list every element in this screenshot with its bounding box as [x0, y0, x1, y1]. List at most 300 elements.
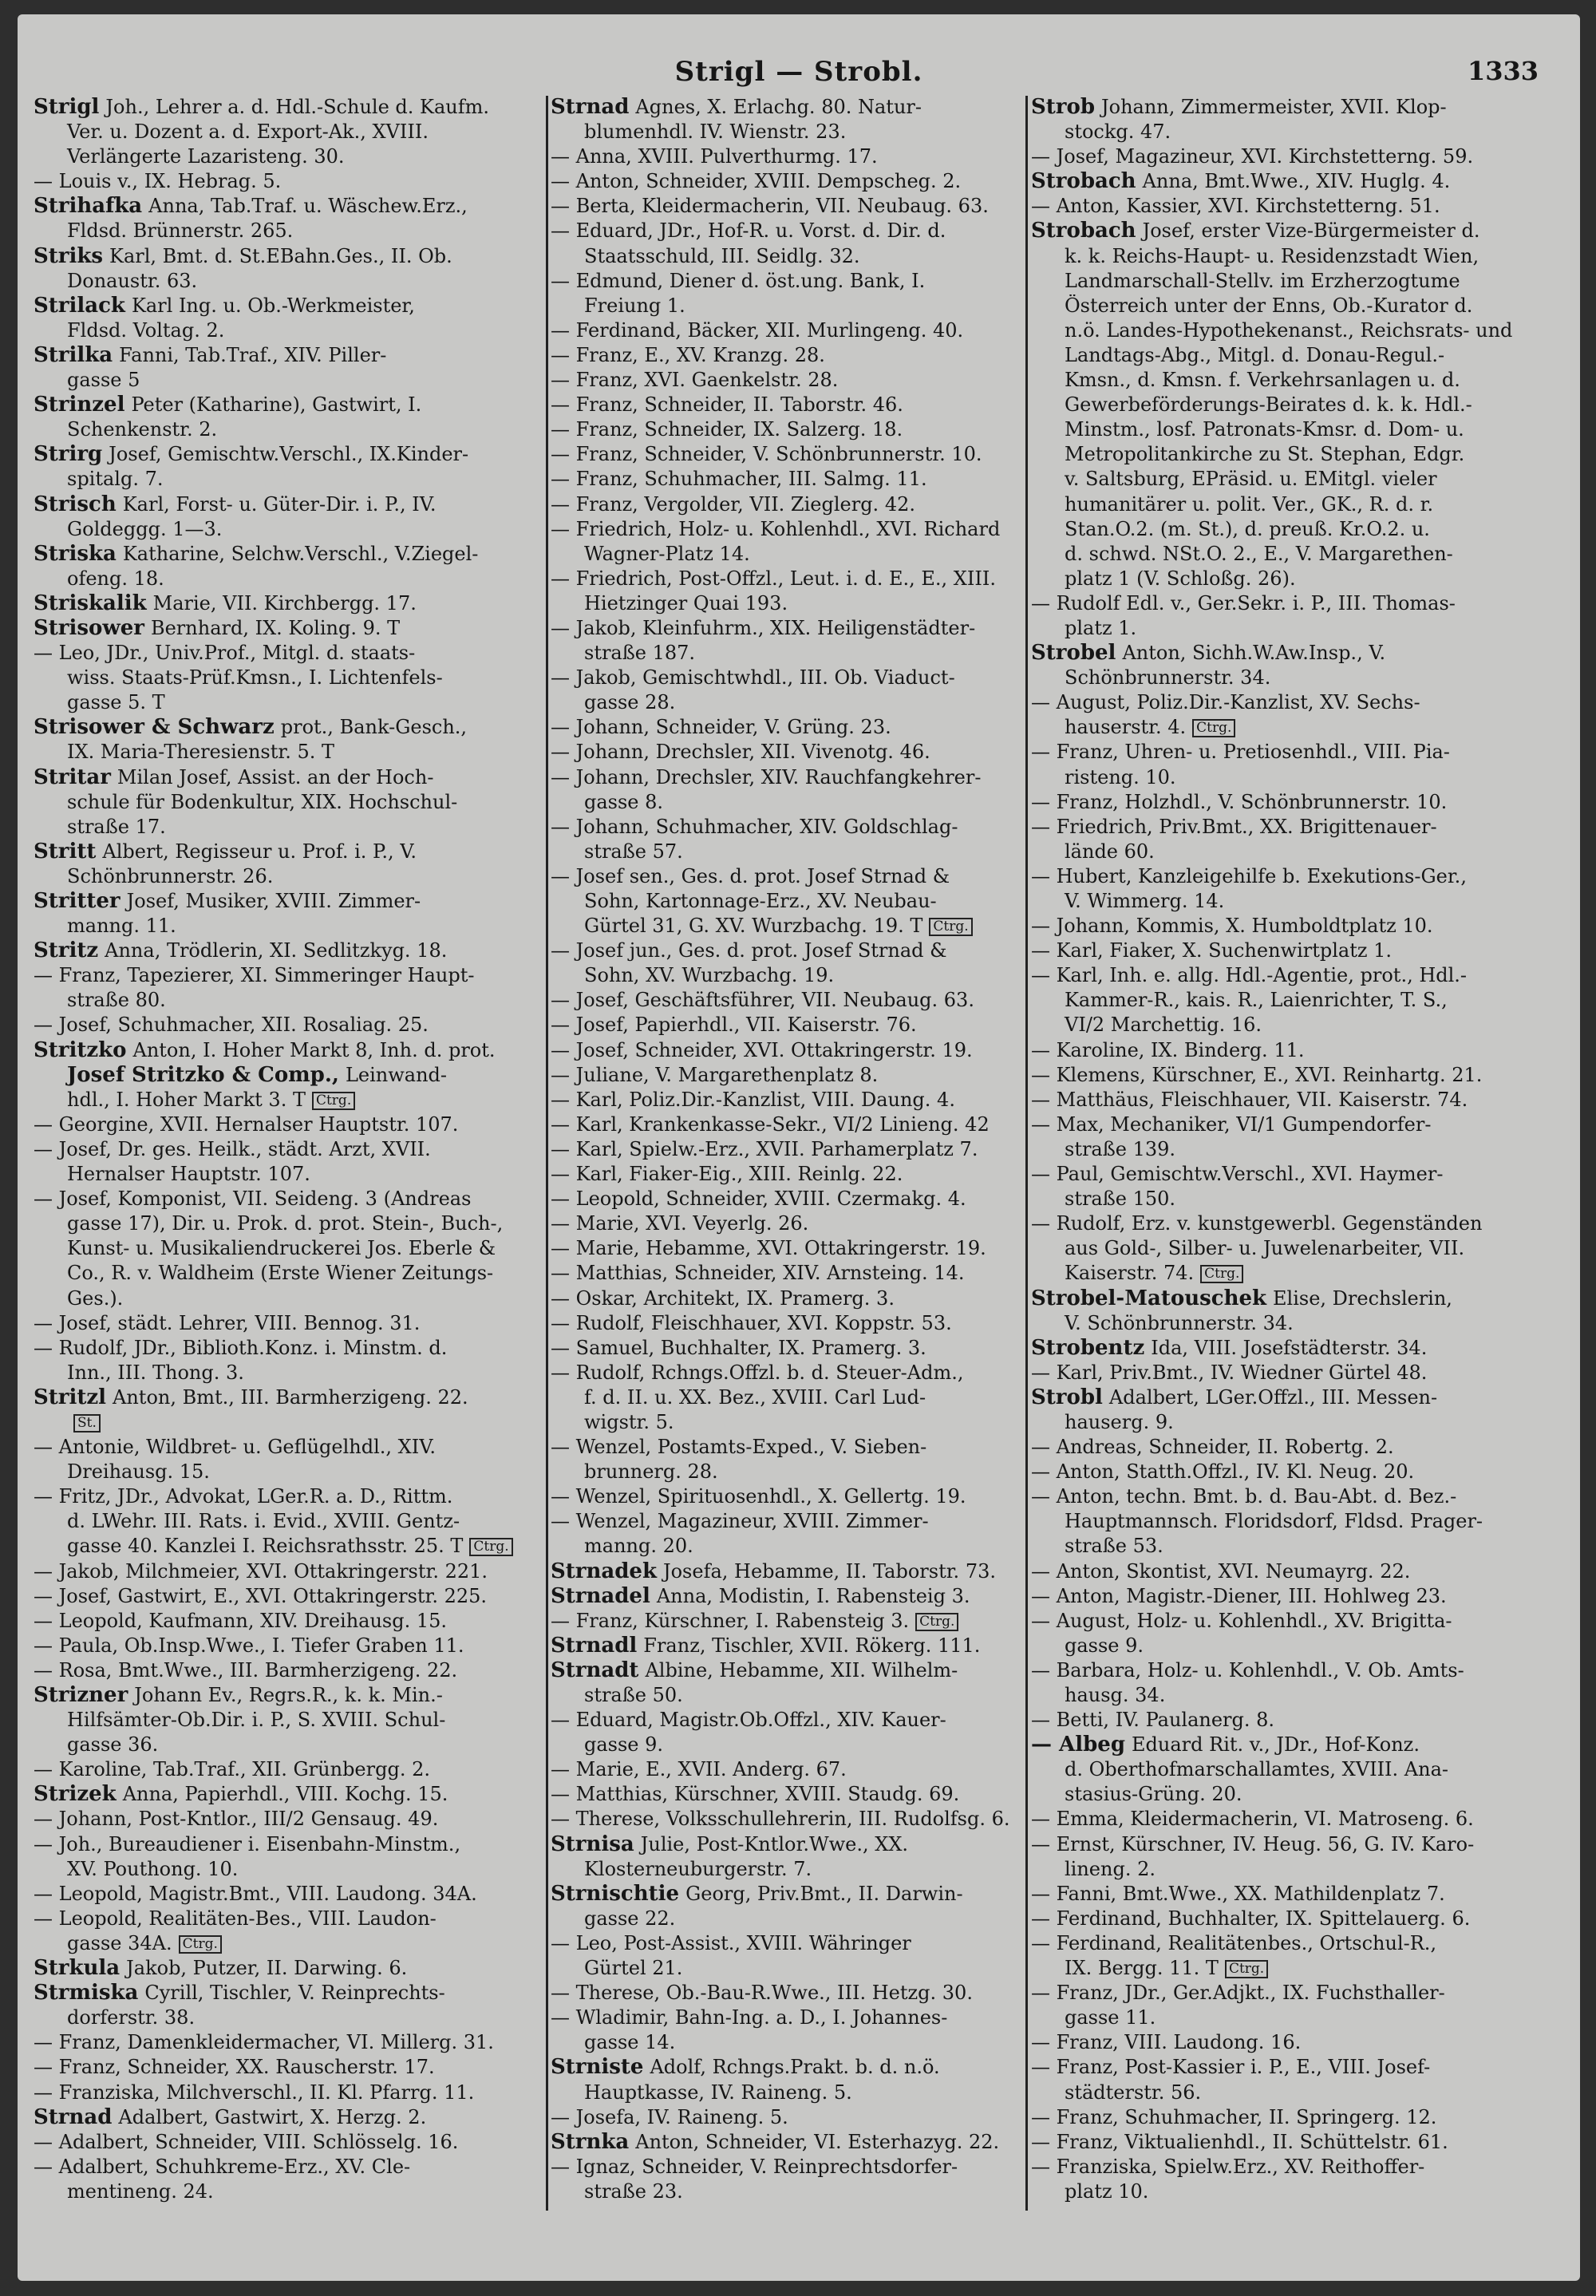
continuation-line [34, 1833, 543, 1855]
entry-text: gasse 34A. [67, 1931, 172, 1954]
entry-text: — Wenzel, Postamts-Exped., V. Sieben- [551, 1436, 927, 1459]
entry-text: Donaustr. 63. [67, 269, 198, 292]
surname-heading: Strob [1031, 96, 1096, 118]
directory-column-2 [551, 96, 1021, 2203]
entry-text: — Leo, JDr., Univ.Prof., Mitgl. d. staats- [34, 642, 416, 665]
entry-line [34, 766, 543, 788]
entry-text: — Franz, VIII. Laudong. 16. [1031, 2031, 1302, 2054]
continuation-line [1031, 1932, 1550, 1954]
continuation-line [1031, 939, 1550, 962]
entry-text: Ver. u. Dozent a. d. Export-Ak., XVIII. [67, 121, 429, 144]
continuation-line [1031, 543, 1550, 565]
continuation-line [551, 369, 1021, 391]
continuation-line [34, 121, 543, 143]
entry-text: Fanni, Tab.Traf., XIV. Piller- [119, 343, 387, 366]
surname-heading: Strobentz [1031, 1336, 1145, 1359]
entry-line [551, 2131, 1021, 2153]
continuation-line [1031, 393, 1550, 416]
entry-line [34, 344, 543, 366]
continuation-line [1031, 2056, 1550, 2078]
entry-text: Josefa, Hebamme, II. Taborstr. 73. [662, 1559, 996, 1583]
entry-text: — Karl, Fiaker-Eig., XIII. Reinlg. 22. [551, 1163, 903, 1186]
entry-text: — Josef, Papierhdl., VII. Kaiserstr. 76. [551, 1014, 917, 1037]
continuation-line [34, 1659, 543, 1681]
entry-line [551, 1634, 1021, 1657]
continuation-line [551, 964, 1021, 986]
continuation-line [1031, 1957, 1550, 1979]
continuation-line [551, 716, 1021, 738]
surname-heading: Strkula [34, 1957, 120, 1980]
entry-text: — Leopold, Kaufmann, XIV. Dreihausg. 15. [34, 1609, 448, 1632]
entry-text: — Jakob, Kleinfuhrm., XIX. Heiligenstädter- [551, 616, 976, 639]
entry-text: Wagner-Platz 14. [584, 542, 750, 565]
entry-text: brunnerg. 28. [584, 1460, 718, 1484]
entry-text: — Rosa, Bmt.Wwe., III. Barmherzigeng. 22. [34, 1658, 458, 1681]
continuation-line [34, 1138, 543, 1160]
entry-text: risteng. 10. [1065, 765, 1176, 788]
entry-text: — Josef, Magazineur, XVI. Kirchstetterng. 59. [1031, 145, 1474, 168]
continuation-line [1031, 1808, 1550, 1830]
entry-text: Karl, Forst- u. Güter-Dir. i. P., IV. [122, 492, 437, 516]
continuation-line [1031, 592, 1550, 615]
entry-text: — Anton, techn. Bmt. b. d. Bau-Abt. d. Bez.- [1031, 1485, 1457, 1508]
entry-text: — Franziska, Milchverschl., II. Kl. Pfarrg. 11. [34, 2081, 475, 2104]
entry-text: Anna, Tab.Traf. u. Wäschew.Erz., [148, 195, 468, 218]
entry-line [34, 245, 543, 267]
continuation-line [1031, 1535, 1550, 1557]
continuation-line [34, 1510, 543, 1532]
continuation-line [1031, 245, 1550, 267]
continuation-line [34, 1485, 543, 1508]
surname-heading: Strizek [34, 1783, 117, 1806]
continuation-line [1031, 840, 1550, 863]
continuation-line [551, 642, 1021, 664]
continuation-line [551, 1287, 1021, 1310]
continuation-line [1031, 294, 1550, 317]
continuation-line [34, 1113, 543, 1136]
continuation-line [1031, 1659, 1550, 1681]
entry-text: straße 53. [1065, 1535, 1163, 1558]
continuation-line [1031, 1833, 1550, 1855]
entry-line [34, 939, 543, 962]
entry-text: Karl, Bmt. d. St.EBahn.Ges., II. Ob. [109, 244, 452, 267]
continuation-line [1031, 1858, 1550, 1880]
entry-text: Johann Ev., Regrs.R., k. k. Min.- [134, 1684, 443, 1706]
entry-text: — Wenzel, Spirituosenhdl., X. Gellertg. 19. [551, 1485, 966, 1508]
continuation-line [34, 964, 543, 986]
entry-line [1031, 642, 1550, 664]
continuation-line [1031, 319, 1550, 342]
continuation-line [551, 1386, 1021, 1409]
continuation-line [34, 1089, 543, 1111]
entry-text: platz 1 (V. Schloßg. 26). [1065, 567, 1296, 590]
continuation-line [1031, 1212, 1550, 1235]
entry-text: Anna, Trödlerin, XI. Sedlitzkyg. 18. [105, 939, 448, 962]
entry-text: Franz, Tischler, XVII. Rökerg. 111. [643, 1634, 981, 1657]
entry-text: Stan.O.2. (m. St.), d. preuß. Kr.O.2. u. [1065, 517, 1430, 540]
continuation-line [34, 145, 543, 168]
surname-heading: Strilack [34, 294, 125, 317]
continuation-line [551, 1089, 1021, 1111]
entry-text: — Franz, XVI. Gaenkelstr. 28. [551, 369, 839, 392]
entry-text: Staatsschuld, III. Seidlg. 32. [584, 244, 860, 267]
entry-text: straße 50. [584, 1684, 683, 1706]
entry-line [34, 1982, 543, 2004]
entry-text: gasse 17), Dir. u. Prok. d. prot. Stein-, Buch-, [67, 1212, 504, 1235]
register-mark-badge: Ctrg. [929, 918, 972, 936]
entry-text: gasse 40. Kanzlei I. Reichsrathsstr. 25. T [67, 1535, 464, 1558]
continuation-line [1031, 1982, 1550, 2004]
continuation-line [551, 1957, 1021, 1979]
entry-text: — Karoline, Tab.Traf., XII. Grünbergg. 2. [34, 1758, 430, 1781]
entry-text: mentineng. 24. [67, 2179, 214, 2203]
continuation-line [1031, 1312, 1550, 1334]
entry-text: Kmsn., d. Kmsn. f. Verkehrsanlagen u. d. [1065, 369, 1460, 392]
continuation-line [1031, 741, 1550, 763]
entry-text: gasse 5 [67, 369, 140, 392]
entry-line [551, 1659, 1021, 1681]
surname-heading: Strnad [34, 2105, 113, 2128]
entry-text: — Leopold, Magistr.Bmt., VIII. Laudong. 34A. [34, 1882, 477, 1905]
entry-text: Österreich unter der Enns, Ob.-Kurator d. [1065, 294, 1473, 317]
continuation-line [34, 1585, 543, 1607]
entry-text: — Edmund, Diener d. öst.ung. Bank, I. [551, 269, 926, 292]
entry-text: straße 23. [584, 2179, 683, 2203]
continuation-line [551, 2106, 1021, 2128]
continuation-line [551, 816, 1021, 838]
entry-text: Kunst- u. Musikaliendruckerei Jos. Eberle & [67, 1237, 496, 1260]
surname-heading: Strnka [551, 2130, 630, 2153]
entry-text: Hietzinger Quai 193. [584, 591, 788, 615]
continuation-line [1031, 1436, 1550, 1458]
continuation-line [1031, 2180, 1550, 2203]
entry-line [34, 1957, 543, 1979]
continuation-line [551, 1907, 1021, 1930]
entry-line [34, 1783, 543, 1805]
continuation-line [551, 741, 1021, 763]
entry-text: — Barbara, Holz- u. Kohlenhdl., V. Ob. Amts- [1031, 1658, 1464, 1681]
entry-text: — Marie, Hebamme, XVI. Ottakringerstr. 19. [551, 1237, 986, 1260]
entry-text: — Josefa, IV. Raineng. 5. [551, 2105, 788, 2128]
entry-text: — Franz, Schneider, II. Taborstr. 46. [551, 393, 903, 417]
entry-text: humanitärer u. polit. Ver., GK., R. d. r. [1065, 492, 1434, 516]
entry-line [34, 1064, 543, 1086]
directory-column-3 [1031, 96, 1550, 2203]
entry-text: — Marie, E., XVII. Anderg. 67. [551, 1758, 847, 1781]
continuation-line [34, 567, 543, 590]
entry-text: — Anton, Schneider, XVIII. Dempscheg. 2. [551, 170, 962, 193]
continuation-line [34, 1361, 543, 1384]
entry-text: gasse 9. [1065, 1634, 1144, 1657]
entry-text: — Friedrich, Post-Offzl., Leut. i. d. E., E., XIII. [551, 567, 996, 590]
entry-line [551, 1585, 1021, 1607]
entry-line [34, 617, 543, 639]
entry-text: d. schwd. NSt.O. 2., E., V. Margarethen- [1065, 542, 1453, 565]
entry-text: — Franz, Kürschner, I. Rabensteig 3. [551, 1609, 910, 1632]
entry-text: Schönbrunnerstr. 34. [1065, 666, 1271, 690]
surname-heading: Striskalik [34, 591, 147, 615]
entry-text: Dreihausg. 15. [67, 1460, 210, 1484]
entry-text: — Josef, Komponist, VII. Seideng. 3 (Andreas [34, 1188, 472, 1211]
entry-text: — Matthias, Schneider, XIV. Arnsteing. 14. [551, 1262, 965, 1285]
entry-line [34, 195, 543, 217]
continuation-line [1031, 989, 1550, 1011]
continuation-line [1031, 691, 1550, 713]
continuation-line [551, 1460, 1021, 1483]
continuation-line [551, 1312, 1021, 1334]
entry-line [1031, 219, 1550, 242]
continuation-line [1031, 666, 1550, 689]
entry-text: platz 10. [1065, 2179, 1149, 2203]
entry-text: — Johann, Drechsler, XIV. Rauchfangkehrer- [551, 765, 982, 788]
continuation-line [34, 1436, 543, 1458]
surname-heading: Stritter [34, 890, 120, 912]
continuation-line [551, 1535, 1021, 1557]
entry-text: — Paul, Gemischtw.Verschl., XVI. Haymer- [1031, 1163, 1444, 1186]
continuation-line [1031, 766, 1550, 788]
entry-text: — Marie, XVI. Veyerlg. 26. [551, 1212, 809, 1235]
continuation-line [551, 468, 1021, 490]
continuation-line [551, 666, 1021, 689]
entry-text: spitalg. 7. [67, 468, 164, 491]
continuation-line [1031, 1907, 1550, 1930]
continuation-line [1031, 270, 1550, 292]
continuation-line [1031, 1460, 1550, 1483]
entry-line [34, 1386, 543, 1409]
continuation-line [551, 518, 1021, 540]
continuation-line [34, 1858, 543, 1880]
continuation-line [1031, 567, 1550, 590]
entry-text: straße 150. [1065, 1188, 1176, 1211]
entry-text: Inn., III. Thong. 3. [67, 1361, 244, 1384]
continuation-line [551, 1237, 1021, 1259]
entry-text: — Therese, Volksschullehrerin, III. Rudolfsg. 6. [551, 1808, 1010, 1831]
entry-text: Anton, Sichh.W.Aw.Insp., V. [1122, 642, 1386, 665]
continuation-line [34, 2156, 543, 2178]
surname-heading: Strobl [1031, 1385, 1103, 1409]
entry-text: — Oskar, Architekt, IX. Pramerg. 3. [551, 1286, 895, 1310]
entry-text: Josef, Gemischtw.Verschl., IX.Kinder- [109, 443, 469, 466]
continuation-line [551, 865, 1021, 887]
continuation-line [1031, 1064, 1550, 1086]
continuation-line [551, 245, 1021, 267]
register-mark-badge: Ctrg. [1225, 1960, 1268, 1978]
register-mark-badge: Ctrg. [1192, 719, 1235, 737]
continuation-line [551, 145, 1021, 168]
entry-text: — Franz, Vergolder, VII. Zieglerg. 42. [551, 492, 915, 516]
page-running-head: Strigl — Strobl. [674, 56, 923, 88]
continuation-line [34, 2056, 543, 2078]
continuation-line [1031, 369, 1550, 391]
entry-text: — Josef, Dr. ges. Heilk., städt. Arzt, XVII. [34, 1137, 431, 1160]
surname-heading: Strmiska [34, 1982, 139, 2005]
continuation-line [551, 170, 1021, 192]
entry-text: Anton, I. Hoher Markt 8, Inh. d. prot. [132, 1038, 496, 1061]
register-mark-badge: Ctrg. [915, 1613, 958, 1631]
continuation-line [551, 1982, 1021, 2004]
continuation-line [34, 1460, 543, 1483]
entry-text: Anna, Bmt.Wwe., XIV. Huglg. 4. [1142, 170, 1451, 193]
continuation-line [551, 1858, 1021, 1880]
entry-text: Georg, Priv.Bmt., II. Darwin- [685, 1882, 963, 1905]
surname-heading: Strirg [34, 443, 103, 466]
continuation-line [1031, 791, 1550, 813]
entry-line [551, 1883, 1021, 1905]
entry-text: IX. Bergg. 11. T [1065, 1957, 1219, 1980]
continuation-line [1031, 1089, 1550, 1111]
continuation-line [34, 1883, 543, 1905]
entry-text: Agnes, X. Erlachg. 80. Natur- [635, 96, 922, 118]
entry-text: platz 1. [1065, 616, 1137, 639]
continuation-line [551, 840, 1021, 863]
entry-text: — Josef, Geschäftsführer, VII. Neubaug. 63. [551, 989, 974, 1012]
entry-line [1031, 1337, 1550, 1359]
entry-text: — Josef, Schuhmacher, XII. Rosaliag. 25. [34, 1014, 429, 1037]
entry-text: — Franz, Viktualienhdl., II. Schüttelstr. 61. [1031, 2130, 1448, 2153]
continuation-line [551, 766, 1021, 788]
continuation-line [551, 1411, 1021, 1433]
entry-text: — Ignaz, Schneider, V. Reinprechtsdorfer- [551, 2155, 958, 2178]
entry-text: — Max, Mechaniker, VI/1 Gumpendorfer- [1031, 1112, 1432, 1136]
entry-text: Albert, Regisseur u. Prof. i. P., V. [102, 840, 417, 863]
continuation-line [1031, 1610, 1550, 1632]
entry-text: lineng. 2. [1065, 1857, 1156, 1880]
entry-text: Freiung 1. [584, 294, 685, 317]
surname-heading: Strnisa [551, 1832, 634, 1855]
entry-text: stockg. 47. [1065, 121, 1171, 144]
entry-text: — Karl, Poliz.Dir.-Kanzlist, VIII. Daung. 4. [551, 1088, 955, 1111]
entry-text: hausg. 34. [1065, 1684, 1166, 1706]
continuation-line [34, 666, 543, 689]
continuation-line [1031, 865, 1550, 887]
entry-text: — Johann, Post-Kntlor., III/2 Gensaug. 49. [34, 1808, 439, 1831]
entry-text: — Franz, Schneider, IX. Salzerg. 18. [551, 418, 903, 441]
continuation-line [551, 1014, 1021, 1036]
entry-line [551, 1560, 1021, 1583]
continuation-line [551, 344, 1021, 366]
continuation-line [1031, 1163, 1550, 1185]
continuation-line [34, 1560, 543, 1583]
entry-text: — Jakob, Milchmeier, XVI. Ottakringerstr. 221. [34, 1559, 488, 1583]
entry-text: gasse 28. [584, 691, 676, 714]
entry-text: Milan Josef, Assist. an der Hoch- [117, 765, 434, 788]
entry-line [551, 96, 1021, 118]
continuation-line [551, 567, 1021, 590]
continuation-line [34, 1610, 543, 1632]
surname-heading: Stritzko [34, 1038, 127, 1061]
entry-text: — Leopold, Schneider, XVIII. Czermakg. 4. [551, 1188, 966, 1211]
continuation-line [34, 2006, 543, 2029]
entry-text: V. Wimmerg. 14. [1065, 890, 1225, 912]
continuation-line [1031, 2131, 1550, 2153]
entry-text: — Franz, Schneider, XX. Rauscherstr. 17. [34, 2056, 435, 2079]
continuation-line [551, 1436, 1021, 1458]
continuation-line [34, 1212, 543, 1235]
entry-text: — Johann, Schneider, V. Grüng. 23. [551, 716, 891, 739]
entry-text: Schönbrunnerstr. 26. [67, 864, 274, 887]
entry-text: schule für Bodenkultur, XIX. Hochschul- [67, 790, 458, 813]
entry-text: — Rudolf Edl. v., Ger.Sekr. i. P., III. Thomas- [1031, 591, 1456, 615]
continuation-line [34, 1237, 543, 1259]
entry-line [1031, 1733, 1550, 1756]
surname-heading: Strnischtie [551, 1882, 680, 1905]
entry-text: Adalbert, Gastwirt, X. Herzg. 2. [118, 2105, 427, 2128]
entry-text: — Andreas, Schneider, II. Robertg. 2. [1031, 1436, 1394, 1459]
continuation-line [1031, 518, 1550, 540]
entry-text: Hilfsämter-Ob.Dir. i. P., S. XVIII. Schul- [67, 1709, 446, 1732]
entry-text: — Matthäus, Fleischhauer, VII. Kaiserstr. 74. [1031, 1088, 1468, 1111]
entry-text: ofeng. 18. [67, 567, 164, 590]
entry-text: — Franz, Holzhdl., V. Schönbrunnerstr. 10. [1031, 790, 1448, 813]
surname-heading: Strisower [34, 616, 144, 639]
continuation-line [1031, 1411, 1550, 1433]
continuation-line [551, 1188, 1021, 1210]
entry-text: Gürtel 31, G. XV. Wurzbachg. 19. T [584, 915, 923, 938]
continuation-line [34, 1758, 543, 1780]
continuation-line [551, 939, 1021, 962]
entry-text: v. Saltsburg, EPräsid. u. EMitgl. vieler [1065, 468, 1437, 491]
continuation-line [551, 1709, 1021, 1731]
column-divider [546, 96, 548, 2211]
entry-text: aus Gold-, Silber- u. Juwelenarbeiter, VII. [1065, 1237, 1465, 1260]
continuation-line [551, 443, 1021, 465]
continuation-line [1031, 418, 1550, 441]
entry-line [34, 543, 543, 565]
continuation-line [34, 2131, 543, 2153]
entry-text: städterstr. 56. [1065, 2081, 1202, 2104]
entry-text: — Ferdinand, Bäcker, XII. Murlingeng. 40. [551, 318, 964, 342]
entry-text: — Rudolf, JDr., Biblioth.Konz. i. Minstm. d. [34, 1336, 448, 1359]
entry-text: n.ö. Landes-Hypothekenanst., Reichsrats- und [1065, 318, 1513, 342]
entry-text: — Josef jun., Ges. d. prot. Josef Strnad & [551, 939, 947, 962]
entry-text: — Jakob, Gemischtwhdl., III. Ob. Viaduct- [551, 666, 955, 690]
continuation-line [551, 1510, 1021, 1532]
continuation-line [551, 121, 1021, 143]
continuation-line [551, 1113, 1021, 1136]
entry-text: IX. Maria-Theresienstr. 5. T [67, 741, 335, 764]
entry-text: Minstm., losf. Patronats-Kmsr. d. Dom- u. [1065, 418, 1464, 441]
continuation-line [34, 865, 543, 887]
entry-text: V. Schönbrunnerstr. 34. [1065, 1311, 1294, 1334]
entry-text: — Josef, städt. Lehrer, VIII. Bennog. 31. [34, 1311, 421, 1334]
continuation-line [34, 1709, 543, 1731]
register-mark-badge: Ctrg. [312, 1092, 355, 1110]
entry-text: — Juliane, V. Margarethenplatz 8. [551, 1063, 879, 1086]
entry-text: Ges.). [67, 1286, 124, 1310]
continuation-line [34, 319, 543, 342]
surname-heading: Josef Stritzko & Comp., [67, 1063, 339, 1086]
entry-text: — Franziska, Spielw.Erz., XV. Reithoffer- [1031, 2155, 1425, 2178]
entry-text: Hauptkasse, IV. Raineng. 5. [584, 2081, 852, 2104]
surname-heading: Stritt [34, 840, 97, 863]
entry-text: Landtags-Abg., Mitgl. d. Donau-Regul.- [1065, 343, 1445, 366]
surname-heading: Strnad [551, 96, 630, 118]
entry-text: straße 17. [67, 815, 166, 838]
entry-text: blumenhdl. IV. Wienstr. 23. [584, 121, 847, 144]
entry-text: Karl Ing. u. Ob.-Werkmeister, [131, 294, 415, 317]
continuation-line [34, 1634, 543, 1657]
continuation-line [34, 1014, 543, 1036]
entry-text: Elise, Drechslerin, [1273, 1286, 1452, 1310]
entry-text: hauserstr. 4. [1065, 716, 1187, 739]
continuation-line [551, 592, 1021, 615]
entry-text: — Rudolf, Fleischhauer, XVI. Koppstr. 53. [551, 1311, 952, 1334]
continuation-line [551, 418, 1021, 441]
continuation-line [34, 1312, 543, 1334]
continuation-line [1031, 1262, 1550, 1284]
continuation-line [551, 1361, 1021, 1384]
continuation-line [551, 1337, 1021, 1359]
